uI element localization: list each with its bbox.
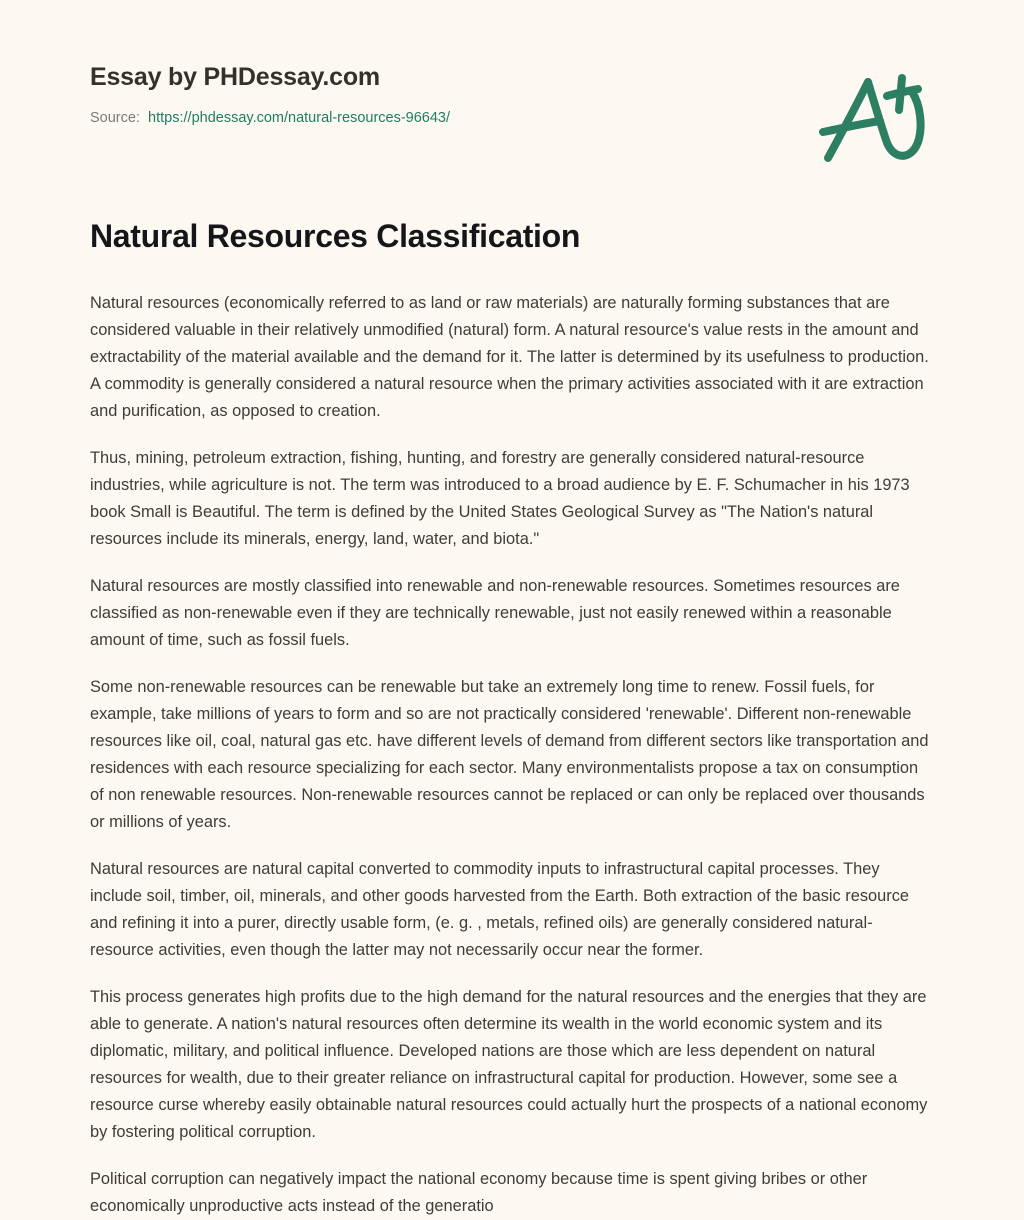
paragraph: Natural resources (economically referred to as land or raw materials) are naturally forming substances that are considered valuable in their relatively unmodified (natural) form. A natural resource's value rests in the amount and extractability of the material available and the demand for it. The latter is determined by its usefulness to production. A commodity is generally considered a natural resource when the primary activities associated with it are extraction and purification, as opposed to creation. xyxy=(90,293,929,420)
article-body xyxy=(90,290,932,1220)
a-plus-logo xyxy=(818,60,938,170)
brand-title: Essay by PHDessay.com xyxy=(90,63,380,91)
a-plus-logo-icon xyxy=(818,60,938,170)
source-url-link[interactable]: https://phdessay.com/natural-resources-96643/ xyxy=(148,110,451,126)
paragraph: Political corruption can negatively impact the national economy because time is spent giving bribes or other economically unproductive acts instead of the generatio xyxy=(90,1169,868,1215)
paragraph: Natural resources are mostly classified into renewable and non-renewable resources. Sometimes resources are classified as non-renewable even if they are technically renewable, just not easily renewed within a reasonable amount of time, such as fossil fuels. xyxy=(90,576,900,649)
paragraph: Some non-renewable resources can be renewable but take an extremely long time to renew. Fossil fuels, for example, take millions of years to form and so are not practically considered 'renewable'. Different non-renewable resources like oil, coal, natural gas etc. have different levels of demand from different sectors like transportation and residences with each resource specializing for each sector. Many environmentalists propose a tax on consumption of non renewable resources. Non-renewable resources cannot be replaced or can only be replaced over thousands or millions of years. xyxy=(90,677,929,831)
source-line xyxy=(90,108,934,128)
page-title: Natural Resources Classification xyxy=(90,218,581,254)
paragraph: Thus, mining, petroleum extraction, fishing, hunting, and forestry are generally considered natural-resource industries, while agriculture is not. The term was introduced to a broad audience by E. F. Schumacher in his 1973 book Small is Beautiful. The term is defined by the United States Geological Survey as "The Nation's natural resources include its minerals, energy, land, water, and biota." xyxy=(90,448,910,548)
paragraph: Natural resources are natural capital converted to commodity inputs to infrastructural capital processes. They include soil, timber, oil, minerals, and other goods harvested from the Earth. Both extraction of the basic resource and refining it into a purer, directly usable form, (e. g. , metals, refined oils) are generally considered natural-resource activities, even though the latter may not necessarily occur near the former. xyxy=(90,859,910,959)
page-header xyxy=(90,62,934,172)
source-label: Source: xyxy=(90,110,140,126)
article xyxy=(90,218,932,1220)
paragraph: This process generates high profits due to the high demand for the natural resources and the energies that they are able to generate. A nation's natural resources often determine its wealth in the world economic system and its diplomatic, military, and political influence. Developed nations are those which are less dependent on natural resources for wealth, due to their greater reliance on infrastructural capital for production. However, some see a resource curse whereby easily obtainable natural resources could actually hurt the prospects of a national economy by fostering political corruption. xyxy=(90,987,928,1141)
